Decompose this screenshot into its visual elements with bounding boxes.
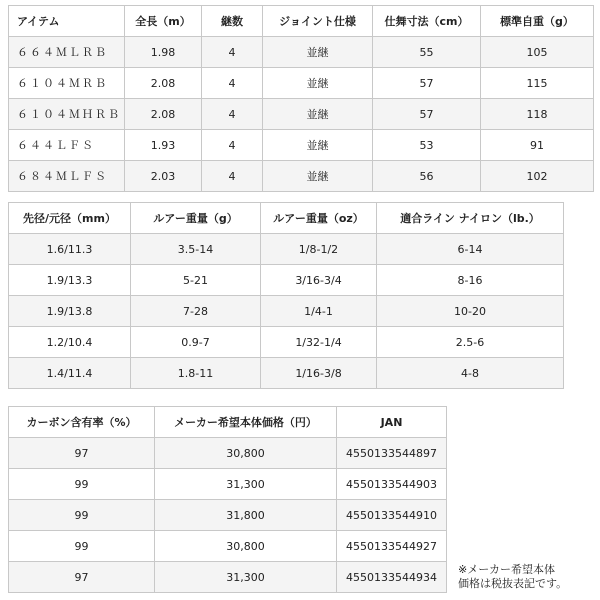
carbon-cell: 99 [9,500,155,531]
closed-length-cell: 53 [373,130,481,161]
header-tip-butt-diameter: 先径/元径（mm） [9,203,131,234]
length-cell: 1.93 [125,130,202,161]
table-row [9,438,447,469]
table-row [9,130,594,161]
line-cell: 8-16 [377,265,564,296]
joint-cell: 並継 [263,130,373,161]
joint-cell: 並継 [263,99,373,130]
item-cell: ６１０４ＭＨＲＢ [9,99,125,130]
price-cell: 30,800 [155,438,337,469]
weight-cell: 105 [481,37,594,68]
length-cell: 2.08 [125,99,202,130]
header-lure-weight-oz: ルアー重量（oz） [261,203,377,234]
table-row [9,358,564,389]
weight-cell: 115 [481,68,594,99]
header-weight: 標準自重（g） [481,6,594,37]
length-cell: 2.08 [125,68,202,99]
header-carbon-content: カーボン含有率（%） [9,407,155,438]
diameter-cell: 1.9/13.3 [9,265,131,296]
lure-table [8,202,564,389]
tax-note-line-2: 価格は税抜表記です。 [458,577,568,590]
carbon-cell: 97 [9,562,155,593]
lure-oz-cell: 1/32-1/4 [261,327,377,358]
table-row [9,500,447,531]
closed-length-cell: 56 [373,161,481,192]
price-cell: 30,800 [155,531,337,562]
item-cell: ６６４ＭＬＲＢ [9,37,125,68]
lure-g-cell: 5-21 [131,265,261,296]
header-lure-weight-g: ルアー重量（g） [131,203,261,234]
line-cell: 6-14 [377,234,564,265]
table-row [9,68,594,99]
table-row [9,531,447,562]
header-item: アイテム [9,6,125,37]
diameter-cell: 1.6/11.3 [9,234,131,265]
table-row [9,265,564,296]
lure-g-cell: 1.8-11 [131,358,261,389]
joint-cell: 並継 [263,161,373,192]
table-row [9,327,564,358]
jan-cell: 4550133544910 [337,500,447,531]
carbon-cell: 97 [9,438,155,469]
price-table [8,406,447,593]
spec-table [8,5,594,192]
lure-header-row [9,203,564,234]
lure-oz-cell: 3/16-3/4 [261,265,377,296]
table-row [9,469,447,500]
header-jan: JAN [337,407,447,438]
table-row [9,161,594,192]
price-header-row [9,407,447,438]
price-cell: 31,300 [155,562,337,593]
lure-oz-cell: 1/4-1 [261,296,377,327]
item-cell: ６１０４ＭＲＢ [9,68,125,99]
jan-cell: 4550133544897 [337,438,447,469]
length-cell: 2.03 [125,161,202,192]
diameter-cell: 1.4/11.4 [9,358,131,389]
item-cell: ６４４ＬＦＳ [9,130,125,161]
header-closed-length: 仕舞寸法（cm） [373,6,481,37]
price-cell: 31,300 [155,469,337,500]
pieces-cell: 4 [202,68,263,99]
joint-cell: 並継 [263,37,373,68]
header-pieces: 継数 [202,6,263,37]
lure-oz-cell: 1/16-3/8 [261,358,377,389]
joint-cell: 並継 [263,68,373,99]
closed-length-cell: 57 [373,99,481,130]
pieces-cell: 4 [202,37,263,68]
tax-note-line-1: ※メーカー希望本体 [458,563,555,576]
line-cell: 10-20 [377,296,564,327]
lure-g-cell: 0.9-7 [131,327,261,358]
pieces-cell: 4 [202,99,263,130]
header-length: 全長（m） [125,6,202,37]
pieces-cell: 4 [202,130,263,161]
weight-cell: 102 [481,161,594,192]
carbon-cell: 99 [9,469,155,500]
lure-oz-cell: 1/8-1/2 [261,234,377,265]
table-row [9,37,594,68]
jan-cell: 4550133544927 [337,531,447,562]
lure-g-cell: 3.5-14 [131,234,261,265]
tax-note [458,563,598,591]
spec-header-row [9,6,594,37]
table-row [9,296,564,327]
line-cell: 2.5-6 [377,327,564,358]
table-row [9,234,564,265]
weight-cell: 118 [481,99,594,130]
length-cell: 1.98 [125,37,202,68]
header-line-nylon: 適合ライン ナイロン（lb.） [377,203,564,234]
diameter-cell: 1.2/10.4 [9,327,131,358]
closed-length-cell: 57 [373,68,481,99]
jan-cell: 4550133544903 [337,469,447,500]
pieces-cell: 4 [202,161,263,192]
diameter-cell: 1.9/13.8 [9,296,131,327]
lure-g-cell: 7-28 [131,296,261,327]
table-row [9,562,447,593]
closed-length-cell: 55 [373,37,481,68]
header-price: メーカー希望本体価格（円） [155,407,337,438]
weight-cell: 91 [481,130,594,161]
line-cell: 4-8 [377,358,564,389]
item-cell: ６８４ＭＬＦＳ [9,161,125,192]
price-cell: 31,800 [155,500,337,531]
carbon-cell: 99 [9,531,155,562]
jan-cell: 4550133544934 [337,562,447,593]
table-row [9,99,594,130]
header-joint: ジョイント仕様 [263,6,373,37]
